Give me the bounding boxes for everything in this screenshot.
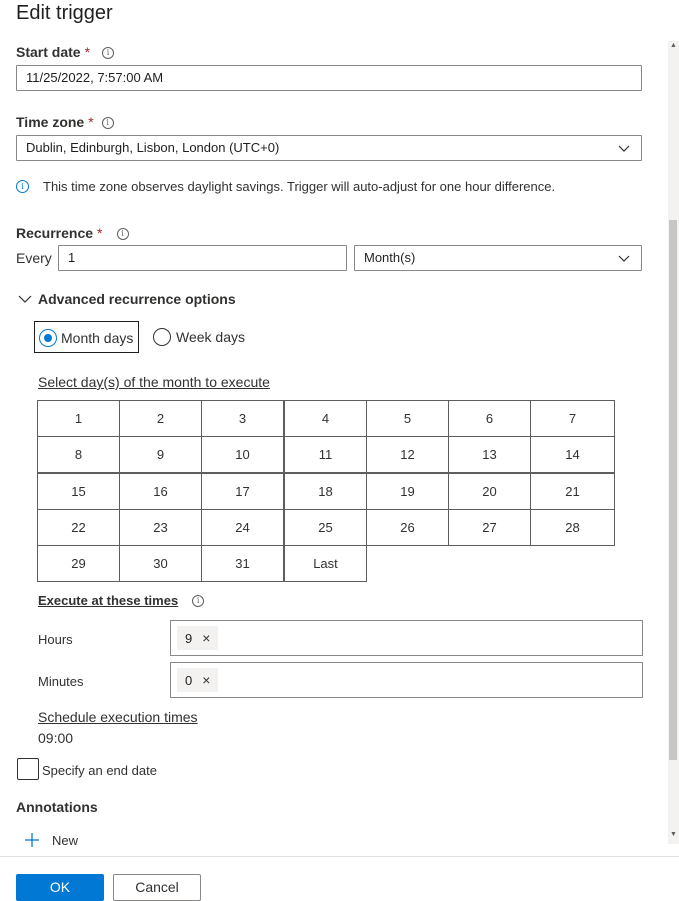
day-cell[interactable]: 3 xyxy=(201,400,284,437)
day-cell[interactable]: 12 xyxy=(366,436,449,473)
day-cell[interactable]: 24 xyxy=(201,509,284,546)
day-cell[interactable]: 25 xyxy=(284,509,367,546)
scroll-down-icon[interactable]: ▼ xyxy=(670,831,677,838)
day-cell[interactable]: 14 xyxy=(530,436,615,473)
schedule-times-value: 09:00 xyxy=(38,730,74,746)
minutes-tag-value: 0 xyxy=(185,673,193,688)
day-cell[interactable]: 13 xyxy=(448,436,531,473)
chevron-down-icon xyxy=(618,252,630,264)
execute-times-label-text: Execute at these times xyxy=(38,593,179,608)
new-annotation-button[interactable] xyxy=(24,830,94,850)
recurrence-unit-select[interactable] xyxy=(354,245,642,271)
day-cell[interactable]: 7 xyxy=(530,400,615,437)
minutes-tag xyxy=(177,668,218,692)
day-cell[interactable]: 4 xyxy=(284,400,367,437)
day-cell[interactable]: 21 xyxy=(530,473,615,510)
hours-tag xyxy=(177,626,218,650)
day-cell[interactable]: 15 xyxy=(37,473,120,510)
recurrence-unit-value: Month(s) xyxy=(364,250,416,265)
start-date-label xyxy=(16,43,114,61)
hours-label: Hours xyxy=(38,632,73,647)
day-cell[interactable]: 17 xyxy=(201,473,284,510)
minutes-label: Minutes xyxy=(38,674,84,689)
info-icon[interactable]: i xyxy=(102,117,114,129)
cancel-button[interactable]: Cancel xyxy=(113,874,201,901)
time-zone-label xyxy=(16,113,114,131)
hours-tag-picker[interactable] xyxy=(170,620,643,656)
chevron-down-icon xyxy=(618,142,630,154)
chevron-down-icon xyxy=(18,293,32,305)
radio-month-days[interactable] xyxy=(34,321,139,353)
scroll-up-icon[interactable]: ▲ xyxy=(670,42,677,49)
day-cell[interactable]: 20 xyxy=(448,473,531,510)
time-zone-select-value: Dublin, Edinburgh, Lisbon, London (UTC+0) xyxy=(26,140,280,155)
time-zone-select[interactable] xyxy=(16,135,642,161)
radio-week-days-label: Week days xyxy=(176,329,245,345)
day-cell[interactable]: 2 xyxy=(119,400,202,437)
day-cell[interactable]: 5 xyxy=(366,400,449,437)
day-cell[interactable]: 8 xyxy=(37,436,120,473)
day-cell[interactable]: 23 xyxy=(119,509,202,546)
day-cell[interactable]: 18 xyxy=(284,473,367,510)
execute-times-label xyxy=(38,592,204,610)
recurrence-interval-input[interactable]: 1 xyxy=(58,245,347,271)
info-icon[interactable]: i xyxy=(102,47,114,59)
day-cell[interactable]: 19 xyxy=(366,473,449,510)
info-icon: i xyxy=(16,180,29,193)
required-mark: * xyxy=(84,44,91,60)
advanced-options-label: Advanced recurrence options xyxy=(38,291,236,307)
day-cell[interactable]: 29 xyxy=(37,545,120,582)
day-cell[interactable]: 26 xyxy=(366,509,449,546)
start-date-input[interactable]: 11/25/2022, 7:57:00 AM xyxy=(16,65,642,91)
radio-week-days[interactable] xyxy=(149,321,249,353)
ok-button[interactable]: OK xyxy=(16,874,104,901)
every-label: Every xyxy=(16,250,52,266)
schedule-times-label: Schedule execution times xyxy=(38,709,198,725)
radio-selected-indicator xyxy=(39,329,57,347)
dialog-title: Edit trigger xyxy=(16,2,113,24)
plus-icon xyxy=(24,832,40,848)
time-zone-note-text: This time zone observes daylight savings. Trigger will auto-adjust for one hour difference. xyxy=(43,179,556,194)
day-cell[interactable]: 30 xyxy=(119,545,202,582)
footer-divider xyxy=(0,856,679,857)
radio-unselected-indicator xyxy=(153,328,171,346)
day-cell[interactable]: 9 xyxy=(119,436,202,473)
day-cell[interactable]: 6 xyxy=(448,400,531,437)
day-cell[interactable]: 11 xyxy=(284,436,367,473)
time-zone-note xyxy=(16,176,29,194)
select-days-label: Select day(s) of the month to execute xyxy=(38,374,270,390)
time-zone-label-text: Time zone xyxy=(16,114,85,130)
close-icon[interactable]: × xyxy=(202,672,211,688)
day-cell[interactable]: 10 xyxy=(201,436,284,473)
day-cell[interactable]: 1 xyxy=(37,400,120,437)
hours-tag-value: 9 xyxy=(185,631,193,646)
info-icon[interactable]: i xyxy=(117,228,129,240)
close-icon[interactable]: × xyxy=(202,630,211,646)
recurrence-label-text: Recurrence xyxy=(16,225,94,241)
recurrence-label xyxy=(16,224,129,242)
new-annotation-label: New xyxy=(52,833,79,848)
day-cell[interactable]: 28 xyxy=(530,509,615,546)
end-date-checkbox[interactable] xyxy=(17,758,39,780)
day-cell[interactable]: 16 xyxy=(119,473,202,510)
scrollbar-thumb[interactable] xyxy=(669,220,677,760)
minutes-tag-picker[interactable] xyxy=(170,662,643,698)
end-date-label: Specify an end date xyxy=(42,763,157,778)
day-cell[interactable]: 31 xyxy=(201,545,284,582)
day-cell[interactable]: 27 xyxy=(448,509,531,546)
start-date-label-text: Start date xyxy=(16,44,81,60)
day-cell[interactable]: 22 xyxy=(37,509,120,546)
required-mark: * xyxy=(88,114,94,130)
annotations-label: Annotations xyxy=(16,799,98,815)
radio-month-days-label: Month days xyxy=(61,330,134,346)
day-cell[interactable]: Last xyxy=(284,545,367,582)
required-mark: * xyxy=(97,225,103,241)
info-icon[interactable]: i xyxy=(192,595,204,607)
